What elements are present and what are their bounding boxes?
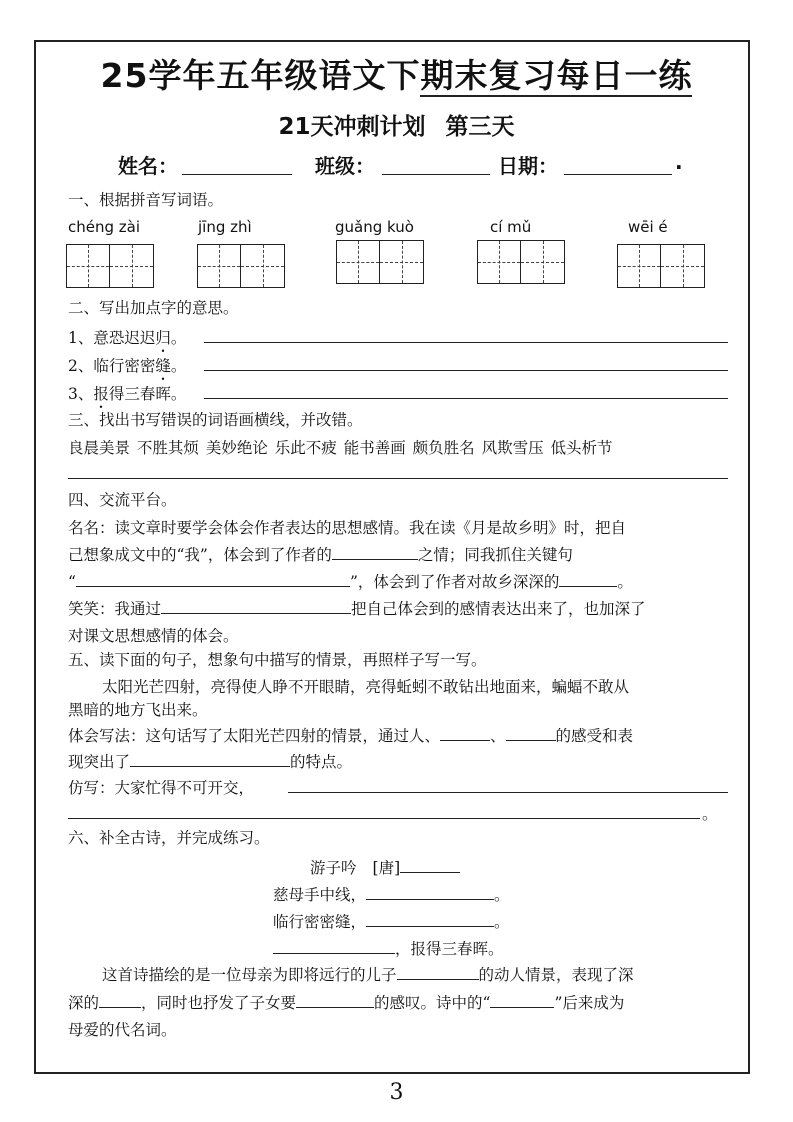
s2-answer-line-2[interactable]	[204, 370, 728, 371]
s6-blank-3[interactable]	[296, 993, 374, 1008]
page-title: 25学年五年级语文下期末复习每日一练	[100, 56, 693, 95]
s3-answer-line[interactable]	[68, 478, 728, 479]
name-field[interactable]	[182, 174, 292, 175]
tianzige-box-1[interactable]	[66, 244, 154, 288]
poem-line-3: ，报得三春晖。	[273, 937, 504, 959]
poem-blank-1[interactable]	[366, 885, 494, 900]
page-number: 3	[389, 1080, 404, 1105]
tianzige-box-3[interactable]	[336, 240, 424, 284]
s5-fangxie-line-1[interactable]	[288, 792, 728, 793]
date-label: 日期：	[498, 154, 558, 178]
class-field[interactable]	[382, 174, 490, 175]
pinyin-4: cí mǔ	[490, 218, 532, 236]
s4-blank-2[interactable]	[76, 572, 350, 587]
section4-heading: 四、交流平台。	[68, 491, 177, 509]
section3-heading: 三、找出书写错误的词语画横线，并改错。	[68, 411, 363, 429]
poem-blank-3[interactable]	[273, 939, 395, 954]
s6-question-line-3: 母爱的代名词。	[68, 1021, 177, 1039]
s4-blank-1[interactable]	[332, 545, 418, 560]
date-field[interactable]	[564, 174, 672, 175]
s5-example-line-2: 黑暗的地方飞出来。	[68, 701, 208, 719]
s6-blank-2[interactable]	[99, 993, 141, 1008]
s4-blank-3[interactable]	[559, 572, 617, 587]
s4-line-1: 名名：读文章时要学会体会作者表达的思想感情。我在读《月是故乡明》时，把自	[68, 519, 627, 537]
s4-line-3: “ ”，体会到了作者对故乡深深的 。	[68, 573, 633, 591]
s6-question-line-2: 深的 ，同时也抒发了子女要 的感叹。诗中的“ ”后来成为	[68, 994, 625, 1012]
s2-item-2: 2、临行密密缝。	[68, 357, 187, 375]
section6-heading: 六、补全古诗，并完成练习。	[68, 829, 270, 847]
s5-tihui-line-1: 体会写法：这句话写了太阳光芒四射的情景，通过人、 、 的感受和表	[68, 727, 634, 745]
pinyin-3: guǎng kuò	[335, 218, 414, 236]
poem-blank-2[interactable]	[366, 912, 494, 927]
s4-blank-4[interactable]	[161, 599, 351, 614]
s5-fangxie-label: 仿写：大家忙得不可开交，	[68, 779, 255, 797]
section5-heading: 五、读下面的句子，想象句中描写的情景，再照样子写一写。	[68, 651, 487, 669]
s6-blank-4[interactable]	[490, 993, 554, 1008]
s2-item-3: 3、报得三春晖。	[68, 385, 187, 403]
s5-blank-2[interactable]	[506, 726, 556, 741]
s5-example-line-1: 太阳光芒四射，亮得使人睁不开眼睛，亮得蚯蚓不敢钻出地面来，蝙蝠不敢从	[102, 678, 630, 696]
s2-item-1: 1、意恐迟迟归。	[68, 329, 187, 347]
page-subtitle: 21天冲刺计划 第三天	[278, 114, 515, 140]
s5-blank-1[interactable]	[440, 726, 490, 741]
poem-line-2: 临行密密缝， 。	[273, 913, 510, 931]
date-end-dot: .	[675, 150, 683, 174]
section2-heading: 二、写出加点字的意思。	[68, 299, 239, 317]
s5-end-dot: 。	[702, 805, 718, 823]
s4-line-5: 对课文思想感情的体会。	[68, 627, 239, 645]
pinyin-2: jīng zhì	[198, 218, 252, 236]
name-label: 姓名：	[118, 154, 178, 178]
s6-blank-1[interactable]	[397, 965, 479, 980]
s4-line-2: 己想象成文中的“我”，体会到了作者的 之情；同我抓住关键句	[68, 546, 573, 564]
s4-line-4: 笑笑：我通过 把自己体会到的感情表达出来了，也加深了	[68, 600, 646, 618]
class-label: 班级：	[315, 154, 375, 178]
pinyin-5: wēi é	[628, 218, 668, 236]
poem-title: 游子吟 [唐]	[310, 856, 460, 878]
s5-fangxie-line-2[interactable]	[68, 818, 700, 819]
s5-blank-3[interactable]	[130, 752, 290, 767]
s2-answer-line-1[interactable]	[204, 342, 728, 343]
s3-word-list: 良晨美景 不胜其烦 美妙绝论 乐此不疲 能书善画 颇负胜名 风欺雪压 低头析节	[68, 439, 613, 457]
s5-tihui-line-2: 现突出了 的特点。	[68, 753, 353, 771]
s2-answer-line-3[interactable]	[204, 398, 728, 399]
tianzige-box-5[interactable]	[617, 244, 705, 288]
poem-author-blank[interactable]	[400, 858, 460, 873]
s6-question-line-1: 这首诗描绘的是一位母亲为即将远行的儿子 的动人情景，表现了深	[102, 966, 634, 984]
pinyin-1: chéng zài	[68, 218, 141, 236]
poem-line-1: 慈母手中线， 。	[273, 886, 510, 904]
tianzige-box-4[interactable]	[477, 240, 565, 284]
tianzige-box-2[interactable]	[197, 244, 285, 288]
section1-heading: 一、根据拼音写词语。	[68, 191, 224, 209]
